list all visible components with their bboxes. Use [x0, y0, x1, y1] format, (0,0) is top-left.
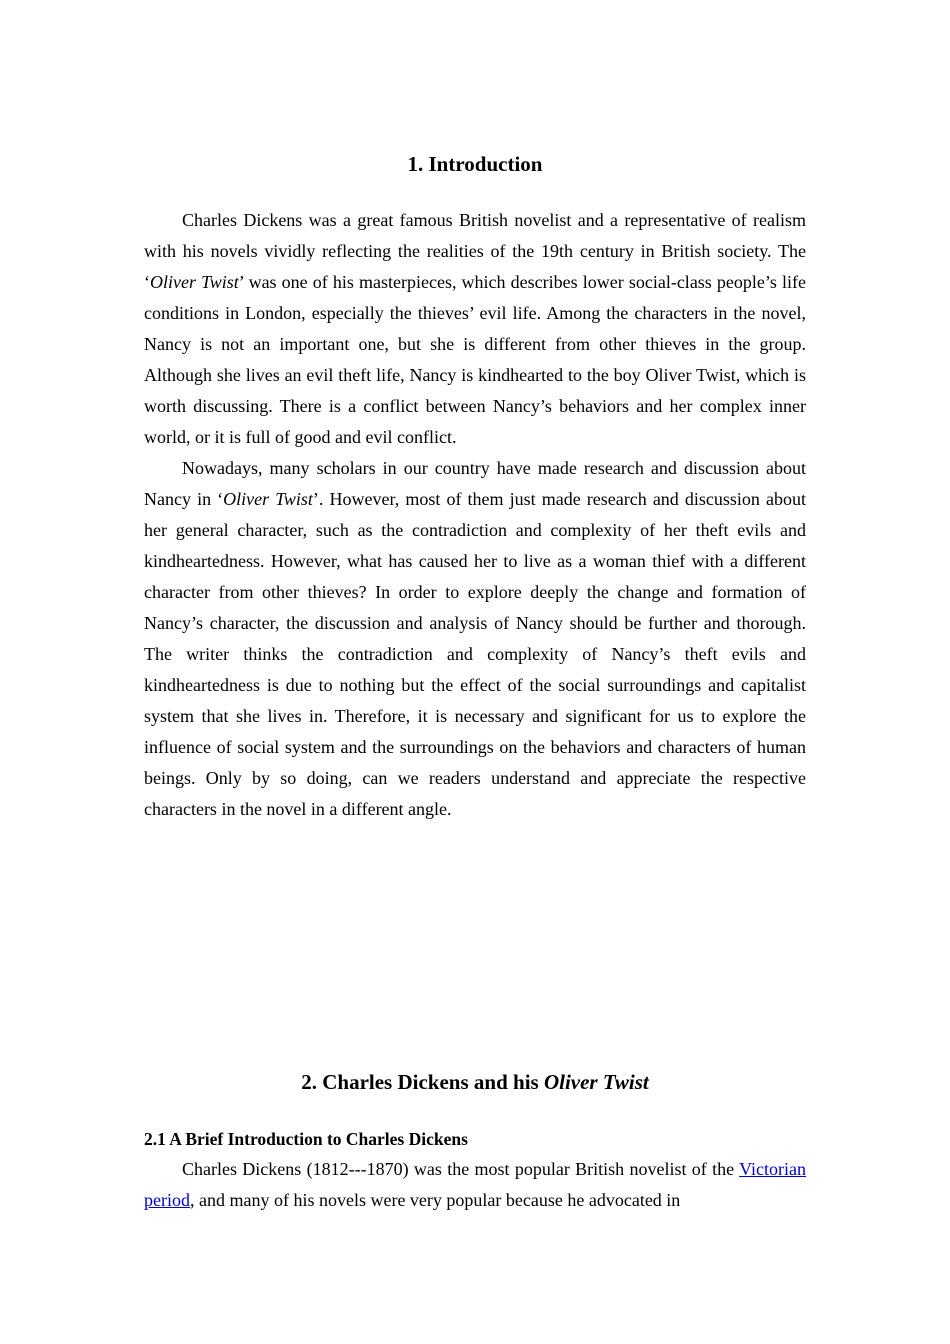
section-2-heading: 2. Charles Dickens and his Oliver Twist: [301, 1070, 649, 1094]
victorian-period-link[interactable]: Victorian period: [144, 1159, 806, 1210]
intro-paragraph-2: Nowadays, many scholars in our country have made research and discussion about Nancy in ‘Oliver Twist’. However, most of them just made research and discussion about her general character, such as the contradiction and complexity of her theft evils and kindheartedness. However, what has caused her to live as a woman thief with a different character from other thieves? In order to explore deeply the change and formation of Nancy’s character, the discussion and analysis of Nancy should be further and thorough. The writer thinks the contradiction and complexity of Nancy’s theft evils and kindheartedness is due to nothing but the effect of the social surroundings and capitalist system that she lives in. Therefore, it is necessary and significant for us to explore the influence of social system and the surroundings on the behaviors and characters of human beings. Only by so doing, can we readers understand and appreciate the respective characters in the novel in a different angle.: [144, 458, 806, 819]
dickens-paragraph-1: Charles Dickens (1812---1870) was the most popular British novelist of the Victorian period, and many of his novels were very popular because he advocated in: [144, 1159, 806, 1210]
section-1-body: [144, 205, 806, 825]
section-1-heading: 1. Introduction: [407, 152, 543, 176]
section-2-body: [144, 1154, 806, 1216]
section-2-1-subheading: 2.1 A Brief Introduction to Charles Dickens: [144, 1129, 468, 1149]
intro-paragraph-1: Charles Dickens was a great famous British novelist and a representative of realism with his novels vividly reflecting the realities of the 19th century in British society. The ‘Oliver Twist’ was one of his masterpieces, which describes lower social-class people’s life conditions in London, especially the thieves’ evil life. Among the characters in the novel, Nancy is not an important one, but she is different from other thieves in the group. Although she lives an evil theft life, Nancy is kindhearted to the boy Oliver Twist, which is worth discussing. There is a conflict between Nancy’s behaviors and her complex inner world, or it is full of good and evil conflict.: [144, 210, 807, 447]
